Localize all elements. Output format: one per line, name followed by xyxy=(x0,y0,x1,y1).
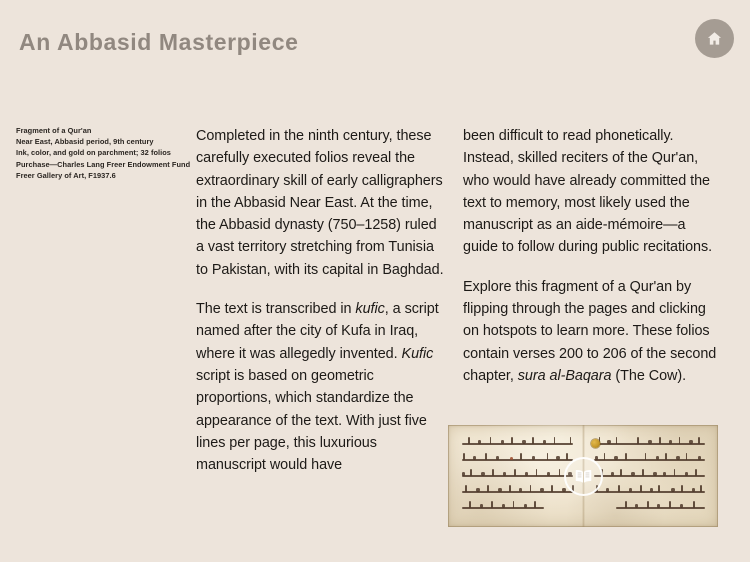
left-paragraph-2 xyxy=(196,298,448,476)
right-p2-text-2: (The Cow). xyxy=(611,367,687,384)
home-button[interactable] xyxy=(695,19,734,58)
body-column-right xyxy=(463,125,721,387)
manuscript-hotspot-button[interactable] xyxy=(564,457,603,496)
caption-line-credit: Purchase—Charles Lang Freer Endowment Fund xyxy=(16,159,191,169)
left-p2-italic-2: Kufic xyxy=(401,345,434,362)
object-caption xyxy=(16,125,192,181)
left-p2-italic-1: kufic xyxy=(355,301,385,318)
page-title: An Abbasid Masterpiece xyxy=(19,29,299,55)
home-icon xyxy=(706,30,723,47)
caption-line-medium: Ink, color, and gold on parchment; 32 folios xyxy=(16,148,171,158)
page-header xyxy=(0,0,750,80)
caption-line-collection: Freer Gallery of Art, F1937.6 xyxy=(16,170,116,180)
open-book-icon xyxy=(574,468,593,484)
right-p2-italic-1: sura al-Baqara xyxy=(517,367,612,384)
left-p2-text-2: , a script named after the city of Kufa in Iraq, where it was allegedly invented. xyxy=(196,301,439,362)
caption-line-title: Fragment of a Qur'an xyxy=(16,126,92,135)
body-column-left xyxy=(196,125,448,476)
left-p2-text-1: The text is transcribed in xyxy=(196,301,356,318)
left-p2-text-3: script is based on geometric proportions, which standardize the appearance of the text. With just five lines per page, this luxurious manuscript would have xyxy=(196,367,427,474)
caption-line-origin: Near East, Abbasid period, 9th century xyxy=(16,137,154,147)
right-paragraph-1: been difficult to read phonetically. Instead, skilled reciters of the Qur'an, who would have already committed the text to memory, most likely used the manuscript as an aide-mémoire—a guide to follow during public recitations. xyxy=(463,128,713,256)
right-paragraph-2 xyxy=(463,276,721,387)
manuscript-image[interactable] xyxy=(448,425,718,527)
right-p2-text-1: Explore this fragment of a Qur'an by flipping through the pages and clicking on hotspots to learn more. These folios contain verses 200 to 206 of the second chapter, xyxy=(463,278,717,384)
left-paragraph-1: Completed in the ninth century, these carefully executed folios reveal the extraordinary skill of early calligraphers in the Abbasid Near East. At the time, the Abbasid dynasty (750–1258) ruled a vast territory stretching from Tunisia to Pakistan, with its capital in Baghdad. xyxy=(196,128,444,278)
